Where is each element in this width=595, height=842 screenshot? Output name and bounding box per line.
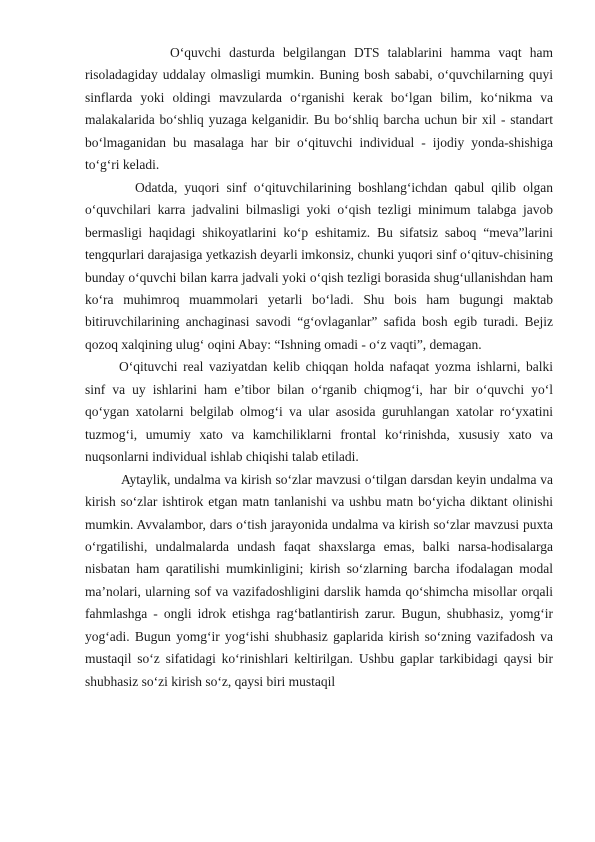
paragraph-4: Aytaylik, undalma va kirish so‘zlar mavzusi o‘tilgan darsdan keyin undalma va kirish so‘zlar ishtirok etgan matn tanlanishi va ushbu matn bo‘yicha diktant olinishi mumkin. Avvalambor, dars o‘tish jarayonida undalma va kirish so‘zlar mavzusi puxta o‘rgatilishi, undalmalarda undash faqat shaxslarga emas, balki narsa-hodisalarga nisbatan ham qaratilishi mumkinligini; kirish so‘zlarning barcha ifodalagan modal ma’nolari, ularning sof va vazifadoshligini darslik hamda qo‘shimcha misollar orqali fahmlashga - ongli idrok etishga rag‘batlantirish zarur. Bugun, shubhasiz, yomg‘ir yog‘adi. Bugun yomg‘ir yog‘ishi shubhasiz gaplarida kirish so‘zning vazifadosh va mustaqil so‘z sifatidagi ko‘rinishlari keltirilgan. Ushbu gaplar tarkibidagi qaysi bir shubhasiz so‘zi kirish so‘z, qaysi biri mustaqil — [85, 471, 553, 689]
document-body — [85, 42, 553, 693]
paragraph-3: O‘qituvchi real vaziyatdan kelib chiqqan holda nafaqat yozma ishlarni, balki sinf va uy ishlarini ham e’tibor bilan o‘rganib chiqmog‘i, har bir o‘quvchi yo‘l qo‘ygan xatolarni belgilab olmog‘i va ular asosida guruhlangan xatolar ro‘yxatini tuzmog‘i, umumiy xato va kamchiliklarni frontal ko‘rinishda, xususiy xato va nuqsonlarni individual ishlab chiqishi talab etiladi. — [85, 359, 553, 465]
paragraph-1: O‘quvchi dasturda belgilangan DTS talablarini hamma vaqt ham risoladagiday uddalay olmasligi mumkin. Buning bosh sababi, o‘quvchilarning quyi sinflarda yoki oldingi mavzularda o‘rganishi kerak bo‘lgan bilim, ko‘nikma va malakalarida bo‘shliq yuzaga kelganidir. Bu bo‘shliq barcha uchun bir xil - standart bo‘lmaganidan bu masalaga har bir o‘qituvchi individual - ijodiy yonda-shishiga to‘g‘ri keladi. — [85, 45, 553, 173]
paragraph-2: Odatda, yuqori sinf o‘qituvchilarining boshlang‘ichdan qabul qilib olgan o‘quvchilari karra jadvalini bilmasligi yoki o‘qish tezligi minimum talabga javob bermasligi haqidagi shikoyatlarini ko‘p eshitamiz. Bu sifatsiz saboq “meva”larini tengqurlari darajasiga yetkazish deyarli imkonsiz, chunki yuqori sinf o‘qituv-chisining bunday o‘quvchi bilan karra jadvali yoki o‘qish tezligi borasida shug‘ullanishdan ham ko‘ra muhimroq muammolari yetarli bo‘ladi. Shu bois ham bugungi maktab bitiruvchilarining anchaginasi savodi “g‘ovlaganlar” safida bosh egib turadi. Bejiz qozoq xalqining ulug‘ oqini Abay: “Ishning omadi - o‘z vaqti”, demagan. — [85, 179, 553, 352]
